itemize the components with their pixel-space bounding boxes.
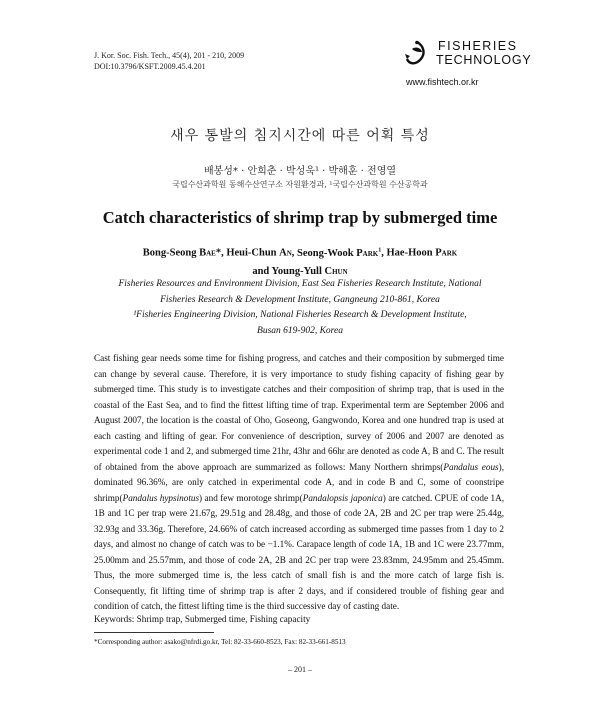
korean-title: 새우 통발의 침지시간에 따른 어획 특성	[170, 128, 430, 144]
journal-citation: J. Kor. Soc. Fish. Tech., 45(4), 201 - 210, 2009	[94, 51, 245, 60]
paper-title: Catch characteristics of shrimp trap by submerged time	[102, 208, 498, 227]
author-name: Heui-Chun An	[226, 247, 292, 259]
affiliation-line: ¹Fisheries Engineering Division, National Fisheries Research & Development Institute,	[133, 310, 467, 320]
footnote-divider	[94, 632, 214, 633]
journal-logo	[404, 38, 534, 96]
species-name: Pandalus eous	[443, 461, 499, 472]
author-name: Seong-Wook Park$^1$	[297, 247, 382, 259]
keywords: Keywords: Shrimp trap, Submerged time, Fishing capacity	[94, 614, 311, 624]
author-line-1: Bong-Seong Bae*, Heui-Chun An, Seong-Wook Park$^1$, Hae-Hoon Park	[142, 247, 458, 259]
journal-url-link[interactable]: www.fishtech.or.kr	[406, 77, 479, 87]
korean-affiliation: 국립수산과학원 동해수산연구소 자원환경과, ¹국립수산과학원 수산공학과	[172, 180, 428, 189]
author-name: and Young-Yull Chun	[252, 265, 348, 277]
korean-authors: 배봉성* · 안희춘 · 박성욱¹ · 박해훈 · 전영열	[203, 166, 397, 177]
species-name: Pandalopsis japonica	[302, 492, 383, 503]
logo-text-technology: TECHNOLOGY	[436, 53, 532, 67]
affiliation-line: Fisheries Resources and Environment Division, East Sea Fisheries Research Institute, National	[118, 279, 482, 289]
abstract	[94, 351, 504, 615]
journal-citation-block	[94, 50, 244, 72]
author-name: Bong-Seong Bae*	[142, 247, 222, 259]
logo-text-fisheries: FISHERIES	[438, 39, 518, 53]
fish-hook-icon	[404, 40, 430, 70]
author-name: Hae-Hoon Park	[386, 247, 458, 259]
page-number: – 201 –	[288, 665, 312, 674]
corresponding-author-footnote: *Corresponding author: asako@nfrdi.go.kr, Tel: 82-33-660-8523, Fax: 82-33-661-8513	[94, 638, 346, 646]
author-list	[0, 241, 600, 281]
journal-doi: DOI:10.3796/KSFT.2009.45.4.201	[94, 62, 206, 71]
affiliation-line: Fisheries Research & Development Institute, Gangneung 210-861, Korea	[160, 294, 440, 305]
affiliation-line: Busan 619-902, Korea	[257, 325, 343, 336]
affiliations	[0, 277, 600, 339]
abstract-text: Cast fishing gear needs some time for fishing progress, and catches and their composition by submerged time can change by several cause. Therefore, it is very importance to study fishing capacity of fishing gear by submerged time. This study is to investigate catches and their composition of shrimp trap, that is used in the coastal of the East Sea, and to find the fittest lifting time of trap. Experimental term are September 2006 and August 2007, the location is the coastal of Oho, Goseong, Gangwondo, Korea and one hundred trap is used at each casting and lifting of gear. For convenience of description, survey of 2006 and 2007 are denoted as experimental code 1 and 2, and submerged time 21hr, 43hr and 66hr are denoted as code A, B and C. The result of obtained from the above approach are summarized as follows: Many Northern shrimps(Pandalus eous), dominated 96.36%, are only catched in experimental code A, and in code B and C, some of coonstripe shrimp(Pandalus hypsinotus) and few morotoge shrimp(Pandalopsis japonica) are catched. CPUE of code 1A, 1B and 1C per trap were 21.67g, 29.51g and 28.48g, and those of code 2A, 2B and 2C per trap were 25.44g, 32.93g and 33.36g. Therefore, 24.66% of catch increased according as submerged time passes from 1 day to 2 days, and almost no change of catch was to be −1.1%. Carapace length of code 1A, 1B and 1C were 23.77mm, 25.00mm and 25.57mm, and those of code 2A, 2B and 2C per trap were 23.83mm, 24.95mm and 25.45mm. Thus, the more submerged time is, the less catch of small fish is and the more catch of large fish is. Consequently, fit lifting time of shrimp trap is after 2 days, and if considered trouble of fishing gear and condition of catch, the fittest lifting time is the third successive day of casting date.	[94, 353, 504, 611]
species-name: Pandalus hypsinotus	[122, 492, 200, 503]
